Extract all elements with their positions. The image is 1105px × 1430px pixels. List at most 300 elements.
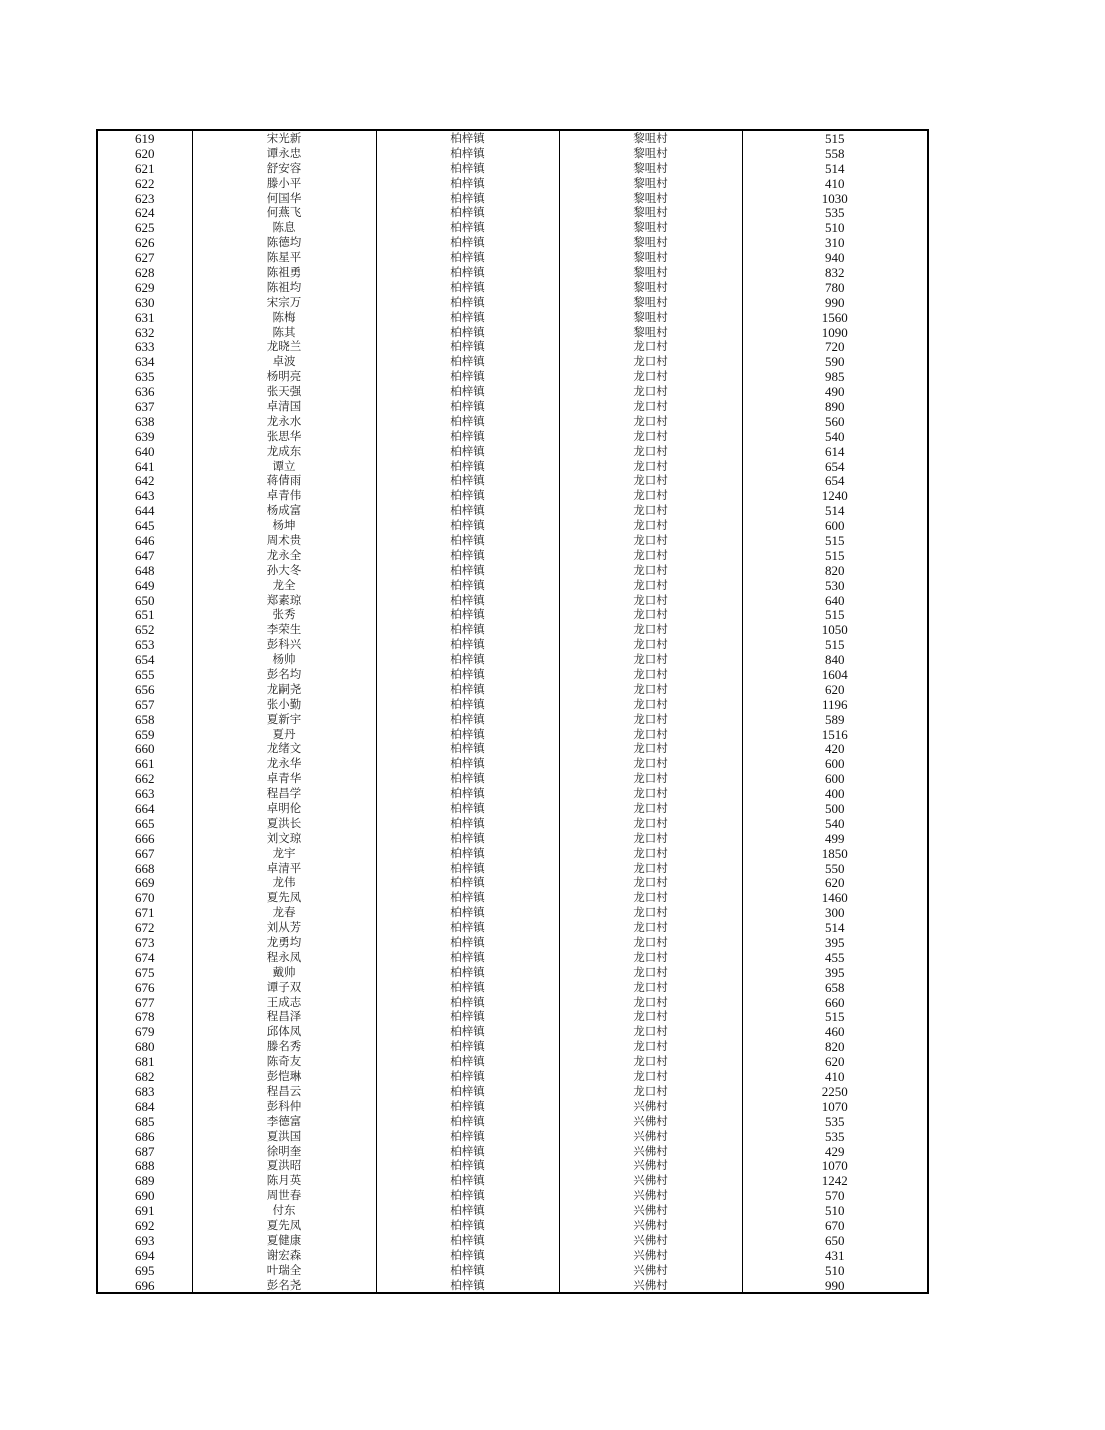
town-name-cell: 柏梓镇 (376, 414, 559, 429)
amount-value-cell: 600 (742, 518, 928, 533)
village-name-cell: 黎咀村 (559, 176, 742, 191)
village-name-cell: 龙口村 (559, 518, 742, 533)
table-row (97, 1278, 928, 1294)
table-row (97, 265, 928, 280)
town-name-cell: 柏梓镇 (376, 369, 559, 384)
amount-value-cell: 455 (742, 950, 928, 965)
town-name-cell: 柏梓镇 (376, 697, 559, 712)
town-name-cell: 柏梓镇 (376, 473, 559, 488)
person-name-cell: 卓清国 (192, 399, 376, 414)
row-number-cell: 619 (97, 130, 192, 146)
amount-value-cell: 310 (742, 235, 928, 250)
person-name-cell: 彭名均 (192, 667, 376, 682)
person-name-cell: 徐明奎 (192, 1144, 376, 1159)
row-number-cell: 628 (97, 265, 192, 280)
amount-value-cell: 990 (742, 295, 928, 310)
person-name-cell: 龙勇均 (192, 935, 376, 950)
row-number-cell: 678 (97, 1010, 192, 1025)
table-row (97, 1144, 928, 1159)
person-name-cell: 陈德均 (192, 235, 376, 250)
table-row (97, 1129, 928, 1144)
town-name-cell: 柏梓镇 (376, 727, 559, 742)
village-name-cell: 兴佛村 (559, 1278, 742, 1294)
person-name-cell: 陈其 (192, 325, 376, 340)
village-name-cell: 龙口村 (559, 563, 742, 578)
village-name-cell: 黎咀村 (559, 205, 742, 220)
village-name-cell: 兴佛村 (559, 1233, 742, 1248)
table-row (97, 444, 928, 459)
village-name-cell: 兴佛村 (559, 1173, 742, 1188)
village-name-cell: 龙口村 (559, 846, 742, 861)
amount-value-cell: 985 (742, 369, 928, 384)
village-name-cell: 龙口村 (559, 697, 742, 712)
row-number-cell: 655 (97, 667, 192, 682)
town-name-cell: 柏梓镇 (376, 235, 559, 250)
row-number-cell: 694 (97, 1248, 192, 1263)
amount-value-cell: 1560 (742, 310, 928, 325)
table-row (97, 399, 928, 414)
village-name-cell: 龙口村 (559, 682, 742, 697)
row-number-cell: 691 (97, 1203, 192, 1218)
person-name-cell: 陈梅 (192, 310, 376, 325)
amount-value-cell: 395 (742, 965, 928, 980)
table-row (97, 146, 928, 161)
amount-value-cell: 420 (742, 742, 928, 757)
row-number-cell: 675 (97, 965, 192, 980)
table-row (97, 518, 928, 533)
town-name-cell: 柏梓镇 (376, 250, 559, 265)
table-row (97, 905, 928, 920)
table-row (97, 161, 928, 176)
row-number-cell: 649 (97, 578, 192, 593)
village-name-cell: 龙口村 (559, 980, 742, 995)
village-name-cell: 兴佛村 (559, 1188, 742, 1203)
amount-value-cell: 840 (742, 652, 928, 667)
amount-value-cell: 650 (742, 1233, 928, 1248)
village-name-cell: 黎咀村 (559, 250, 742, 265)
town-name-cell: 柏梓镇 (376, 1278, 559, 1294)
amount-value-cell: 431 (742, 1248, 928, 1263)
amount-value-cell: 614 (742, 444, 928, 459)
table-row (97, 473, 928, 488)
town-name-cell: 柏梓镇 (376, 488, 559, 503)
table-row (97, 325, 928, 340)
table-row (97, 637, 928, 652)
person-name-cell: 张小勤 (192, 697, 376, 712)
table-row (97, 205, 928, 220)
table-row (97, 250, 928, 265)
row-number-cell: 650 (97, 593, 192, 608)
table-row (97, 593, 928, 608)
town-name-cell: 柏梓镇 (376, 637, 559, 652)
person-name-cell: 付东 (192, 1203, 376, 1218)
town-name-cell: 柏梓镇 (376, 280, 559, 295)
amount-value-cell: 510 (742, 1203, 928, 1218)
person-name-cell: 程昌泽 (192, 1010, 376, 1025)
town-name-cell: 柏梓镇 (376, 831, 559, 846)
row-number-cell: 646 (97, 533, 192, 548)
village-name-cell: 龙口村 (559, 354, 742, 369)
table-row (97, 235, 928, 250)
table-row (97, 533, 928, 548)
row-number-cell: 631 (97, 310, 192, 325)
amount-value-cell: 535 (742, 205, 928, 220)
town-name-cell: 柏梓镇 (376, 1069, 559, 1084)
village-name-cell: 龙口村 (559, 771, 742, 786)
person-name-cell: 宋光新 (192, 130, 376, 146)
table-row (97, 578, 928, 593)
person-name-cell: 谭子双 (192, 980, 376, 995)
person-name-cell: 程永凤 (192, 950, 376, 965)
town-name-cell: 柏梓镇 (376, 1144, 559, 1159)
row-number-cell: 668 (97, 861, 192, 876)
town-name-cell: 柏梓镇 (376, 1263, 559, 1278)
village-name-cell: 龙口村 (559, 503, 742, 518)
village-name-cell: 龙口村 (559, 712, 742, 727)
person-name-cell: 龙伟 (192, 876, 376, 891)
table-row (97, 1084, 928, 1099)
amount-value-cell: 490 (742, 384, 928, 399)
town-name-cell: 柏梓镇 (376, 399, 559, 414)
amount-value-cell: 535 (742, 1114, 928, 1129)
amount-value-cell: 1070 (742, 1158, 928, 1173)
town-name-cell: 柏梓镇 (376, 310, 559, 325)
town-name-cell: 柏梓镇 (376, 295, 559, 310)
row-number-cell: 648 (97, 563, 192, 578)
table-row (97, 756, 928, 771)
amount-value-cell: 560 (742, 414, 928, 429)
village-name-cell: 龙口村 (559, 920, 742, 935)
village-name-cell: 龙口村 (559, 890, 742, 905)
person-name-cell: 邱体凤 (192, 1024, 376, 1039)
row-number-cell: 635 (97, 369, 192, 384)
amount-value-cell: 670 (742, 1218, 928, 1233)
amount-value-cell: 890 (742, 399, 928, 414)
town-name-cell: 柏梓镇 (376, 950, 559, 965)
town-name-cell: 柏梓镇 (376, 518, 559, 533)
amount-value-cell: 1516 (742, 727, 928, 742)
person-name-cell: 谢宏森 (192, 1248, 376, 1263)
table-row (97, 965, 928, 980)
person-name-cell: 夏洪昭 (192, 1158, 376, 1173)
table-row (97, 414, 928, 429)
amount-value-cell: 620 (742, 876, 928, 891)
person-name-cell: 杨成富 (192, 503, 376, 518)
town-name-cell: 柏梓镇 (376, 593, 559, 608)
person-name-cell: 程昌学 (192, 786, 376, 801)
town-name-cell: 柏梓镇 (376, 816, 559, 831)
table-row (97, 1248, 928, 1263)
village-name-cell: 龙口村 (559, 1010, 742, 1025)
person-name-cell: 陈星平 (192, 250, 376, 265)
row-number-cell: 637 (97, 399, 192, 414)
row-number-cell: 676 (97, 980, 192, 995)
table-row (97, 130, 928, 146)
row-number-cell: 634 (97, 354, 192, 369)
person-name-cell: 滕名秀 (192, 1039, 376, 1054)
amount-value-cell: 515 (742, 608, 928, 623)
row-number-cell: 688 (97, 1158, 192, 1173)
village-name-cell: 龙口村 (559, 384, 742, 399)
table-row (97, 876, 928, 891)
table-row (97, 816, 928, 831)
row-number-cell: 658 (97, 712, 192, 727)
person-name-cell: 王成志 (192, 995, 376, 1010)
amount-value-cell: 660 (742, 995, 928, 1010)
town-name-cell: 柏梓镇 (376, 325, 559, 340)
row-number-cell: 629 (97, 280, 192, 295)
amount-value-cell: 540 (742, 816, 928, 831)
town-name-cell: 柏梓镇 (376, 890, 559, 905)
row-number-cell: 645 (97, 518, 192, 533)
person-name-cell: 彭科仲 (192, 1099, 376, 1114)
village-name-cell: 龙口村 (559, 876, 742, 891)
town-name-cell: 柏梓镇 (376, 176, 559, 191)
table-row (97, 1158, 928, 1173)
person-name-cell: 蒋倩雨 (192, 473, 376, 488)
row-number-cell: 669 (97, 876, 192, 891)
table-row (97, 742, 928, 757)
row-number-cell: 685 (97, 1114, 192, 1129)
person-name-cell: 张天强 (192, 384, 376, 399)
person-name-cell: 何国华 (192, 191, 376, 206)
amount-value-cell: 590 (742, 354, 928, 369)
table-row (97, 503, 928, 518)
amount-value-cell: 510 (742, 1263, 928, 1278)
town-name-cell: 柏梓镇 (376, 980, 559, 995)
town-name-cell: 柏梓镇 (376, 1129, 559, 1144)
person-name-cell: 龙晓兰 (192, 339, 376, 354)
person-name-cell: 卓清平 (192, 861, 376, 876)
table-row (97, 1203, 928, 1218)
table-row (97, 563, 928, 578)
person-name-cell: 龙永全 (192, 548, 376, 563)
row-number-cell: 651 (97, 608, 192, 623)
table-row (97, 459, 928, 474)
town-name-cell: 柏梓镇 (376, 876, 559, 891)
amount-value-cell: 514 (742, 503, 928, 518)
person-name-cell: 李荣生 (192, 622, 376, 637)
village-name-cell: 龙口村 (559, 369, 742, 384)
row-number-cell: 639 (97, 429, 192, 444)
amount-value-cell: 1090 (742, 325, 928, 340)
amount-value-cell: 550 (742, 861, 928, 876)
town-name-cell: 柏梓镇 (376, 548, 559, 563)
town-name-cell: 柏梓镇 (376, 191, 559, 206)
town-name-cell: 柏梓镇 (376, 1084, 559, 1099)
row-number-cell: 693 (97, 1233, 192, 1248)
table-row (97, 622, 928, 637)
person-name-cell: 陈息 (192, 220, 376, 235)
village-name-cell: 黎咀村 (559, 220, 742, 235)
amount-value-cell: 400 (742, 786, 928, 801)
table-row (97, 429, 928, 444)
person-name-cell: 郑素琼 (192, 593, 376, 608)
town-name-cell: 柏梓镇 (376, 161, 559, 176)
village-name-cell: 龙口村 (559, 652, 742, 667)
amount-value-cell: 658 (742, 980, 928, 995)
row-number-cell: 692 (97, 1218, 192, 1233)
amount-value-cell: 832 (742, 265, 928, 280)
table-row (97, 712, 928, 727)
amount-value-cell: 780 (742, 280, 928, 295)
row-number-cell: 654 (97, 652, 192, 667)
village-name-cell: 龙口村 (559, 786, 742, 801)
town-name-cell: 柏梓镇 (376, 861, 559, 876)
village-name-cell: 龙口村 (559, 756, 742, 771)
row-number-cell: 659 (97, 727, 192, 742)
person-name-cell: 杨帅 (192, 652, 376, 667)
table-row (97, 831, 928, 846)
table-row (97, 1173, 928, 1188)
row-number-cell: 627 (97, 250, 192, 265)
table-row (97, 995, 928, 1010)
person-name-cell: 夏洪长 (192, 816, 376, 831)
row-number-cell: 690 (97, 1188, 192, 1203)
table-row (97, 295, 928, 310)
person-name-cell: 周术贵 (192, 533, 376, 548)
roster-table-body (97, 130, 928, 1293)
person-name-cell: 刘从芳 (192, 920, 376, 935)
village-name-cell: 兴佛村 (559, 1158, 742, 1173)
amount-value-cell: 1050 (742, 622, 928, 637)
amount-value-cell: 410 (742, 176, 928, 191)
table-row (97, 1233, 928, 1248)
person-name-cell: 彭科兴 (192, 637, 376, 652)
person-name-cell: 卓青华 (192, 771, 376, 786)
table-row (97, 488, 928, 503)
row-number-cell: 683 (97, 1084, 192, 1099)
amount-value-cell: 820 (742, 563, 928, 578)
amount-value-cell: 990 (742, 1278, 928, 1294)
town-name-cell: 柏梓镇 (376, 1114, 559, 1129)
person-name-cell: 龙永华 (192, 756, 376, 771)
row-number-cell: 672 (97, 920, 192, 935)
town-name-cell: 柏梓镇 (376, 563, 559, 578)
row-number-cell: 640 (97, 444, 192, 459)
town-name-cell: 柏梓镇 (376, 652, 559, 667)
village-name-cell: 黎咀村 (559, 235, 742, 250)
person-name-cell: 彭恺琳 (192, 1069, 376, 1084)
person-name-cell: 卓明伦 (192, 801, 376, 816)
amount-value-cell: 1030 (742, 191, 928, 206)
table-row (97, 771, 928, 786)
amount-value-cell: 1240 (742, 488, 928, 503)
village-name-cell: 黎咀村 (559, 130, 742, 146)
village-name-cell: 黎咀村 (559, 146, 742, 161)
person-name-cell: 龙宇 (192, 846, 376, 861)
row-number-cell: 632 (97, 325, 192, 340)
village-name-cell: 黎咀村 (559, 325, 742, 340)
village-name-cell: 龙口村 (559, 473, 742, 488)
village-name-cell: 兴佛村 (559, 1144, 742, 1159)
town-name-cell: 柏梓镇 (376, 1173, 559, 1188)
table-row (97, 176, 928, 191)
table-row (97, 950, 928, 965)
town-name-cell: 柏梓镇 (376, 205, 559, 220)
amount-value-cell: 530 (742, 578, 928, 593)
row-number-cell: 647 (97, 548, 192, 563)
village-name-cell: 龙口村 (559, 459, 742, 474)
village-name-cell: 龙口村 (559, 622, 742, 637)
town-name-cell: 柏梓镇 (376, 265, 559, 280)
village-name-cell: 龙口村 (559, 593, 742, 608)
row-number-cell: 677 (97, 995, 192, 1010)
table-row (97, 935, 928, 950)
row-number-cell: 620 (97, 146, 192, 161)
town-name-cell: 柏梓镇 (376, 354, 559, 369)
village-name-cell: 兴佛村 (559, 1203, 742, 1218)
village-name-cell: 龙口村 (559, 608, 742, 623)
amount-value-cell: 600 (742, 771, 928, 786)
amount-value-cell: 1604 (742, 667, 928, 682)
person-name-cell: 陈月英 (192, 1173, 376, 1188)
table-row (97, 369, 928, 384)
row-number-cell: 636 (97, 384, 192, 399)
village-name-cell: 兴佛村 (559, 1248, 742, 1263)
row-number-cell: 633 (97, 339, 192, 354)
table-row (97, 890, 928, 905)
person-name-cell: 孙大冬 (192, 563, 376, 578)
amount-value-cell: 558 (742, 146, 928, 161)
table-row (97, 339, 928, 354)
amount-value-cell: 654 (742, 459, 928, 474)
table-row (97, 280, 928, 295)
town-name-cell: 柏梓镇 (376, 533, 559, 548)
amount-value-cell: 1070 (742, 1099, 928, 1114)
row-number-cell: 621 (97, 161, 192, 176)
amount-value-cell: 395 (742, 935, 928, 950)
row-number-cell: 681 (97, 1054, 192, 1069)
row-number-cell: 684 (97, 1099, 192, 1114)
row-number-cell: 622 (97, 176, 192, 191)
row-number-cell: 663 (97, 786, 192, 801)
village-name-cell: 兴佛村 (559, 1129, 742, 1144)
town-name-cell: 柏梓镇 (376, 1248, 559, 1263)
town-name-cell: 柏梓镇 (376, 1188, 559, 1203)
village-name-cell: 龙口村 (559, 950, 742, 965)
town-name-cell: 柏梓镇 (376, 801, 559, 816)
person-name-cell: 何燕飞 (192, 205, 376, 220)
amount-value-cell: 500 (742, 801, 928, 816)
person-name-cell: 谭立 (192, 459, 376, 474)
town-name-cell: 柏梓镇 (376, 742, 559, 757)
table-row (97, 1069, 928, 1084)
row-number-cell: 652 (97, 622, 192, 637)
town-name-cell: 柏梓镇 (376, 339, 559, 354)
amount-value-cell: 514 (742, 920, 928, 935)
town-name-cell: 柏梓镇 (376, 1039, 559, 1054)
town-name-cell: 柏梓镇 (376, 1010, 559, 1025)
person-name-cell: 周世春 (192, 1188, 376, 1203)
person-name-cell: 夏新宇 (192, 712, 376, 727)
amount-value-cell: 460 (742, 1024, 928, 1039)
person-name-cell: 龙绪文 (192, 742, 376, 757)
village-name-cell: 龙口村 (559, 831, 742, 846)
table-row (97, 786, 928, 801)
row-number-cell: 665 (97, 816, 192, 831)
table-row (97, 354, 928, 369)
table-row (97, 220, 928, 235)
village-name-cell: 黎咀村 (559, 310, 742, 325)
town-name-cell: 柏梓镇 (376, 965, 559, 980)
row-number-cell: 642 (97, 473, 192, 488)
person-name-cell: 杨坤 (192, 518, 376, 533)
table-row (97, 1099, 928, 1114)
village-name-cell: 黎咀村 (559, 191, 742, 206)
town-name-cell: 柏梓镇 (376, 444, 559, 459)
village-name-cell: 龙口村 (559, 905, 742, 920)
